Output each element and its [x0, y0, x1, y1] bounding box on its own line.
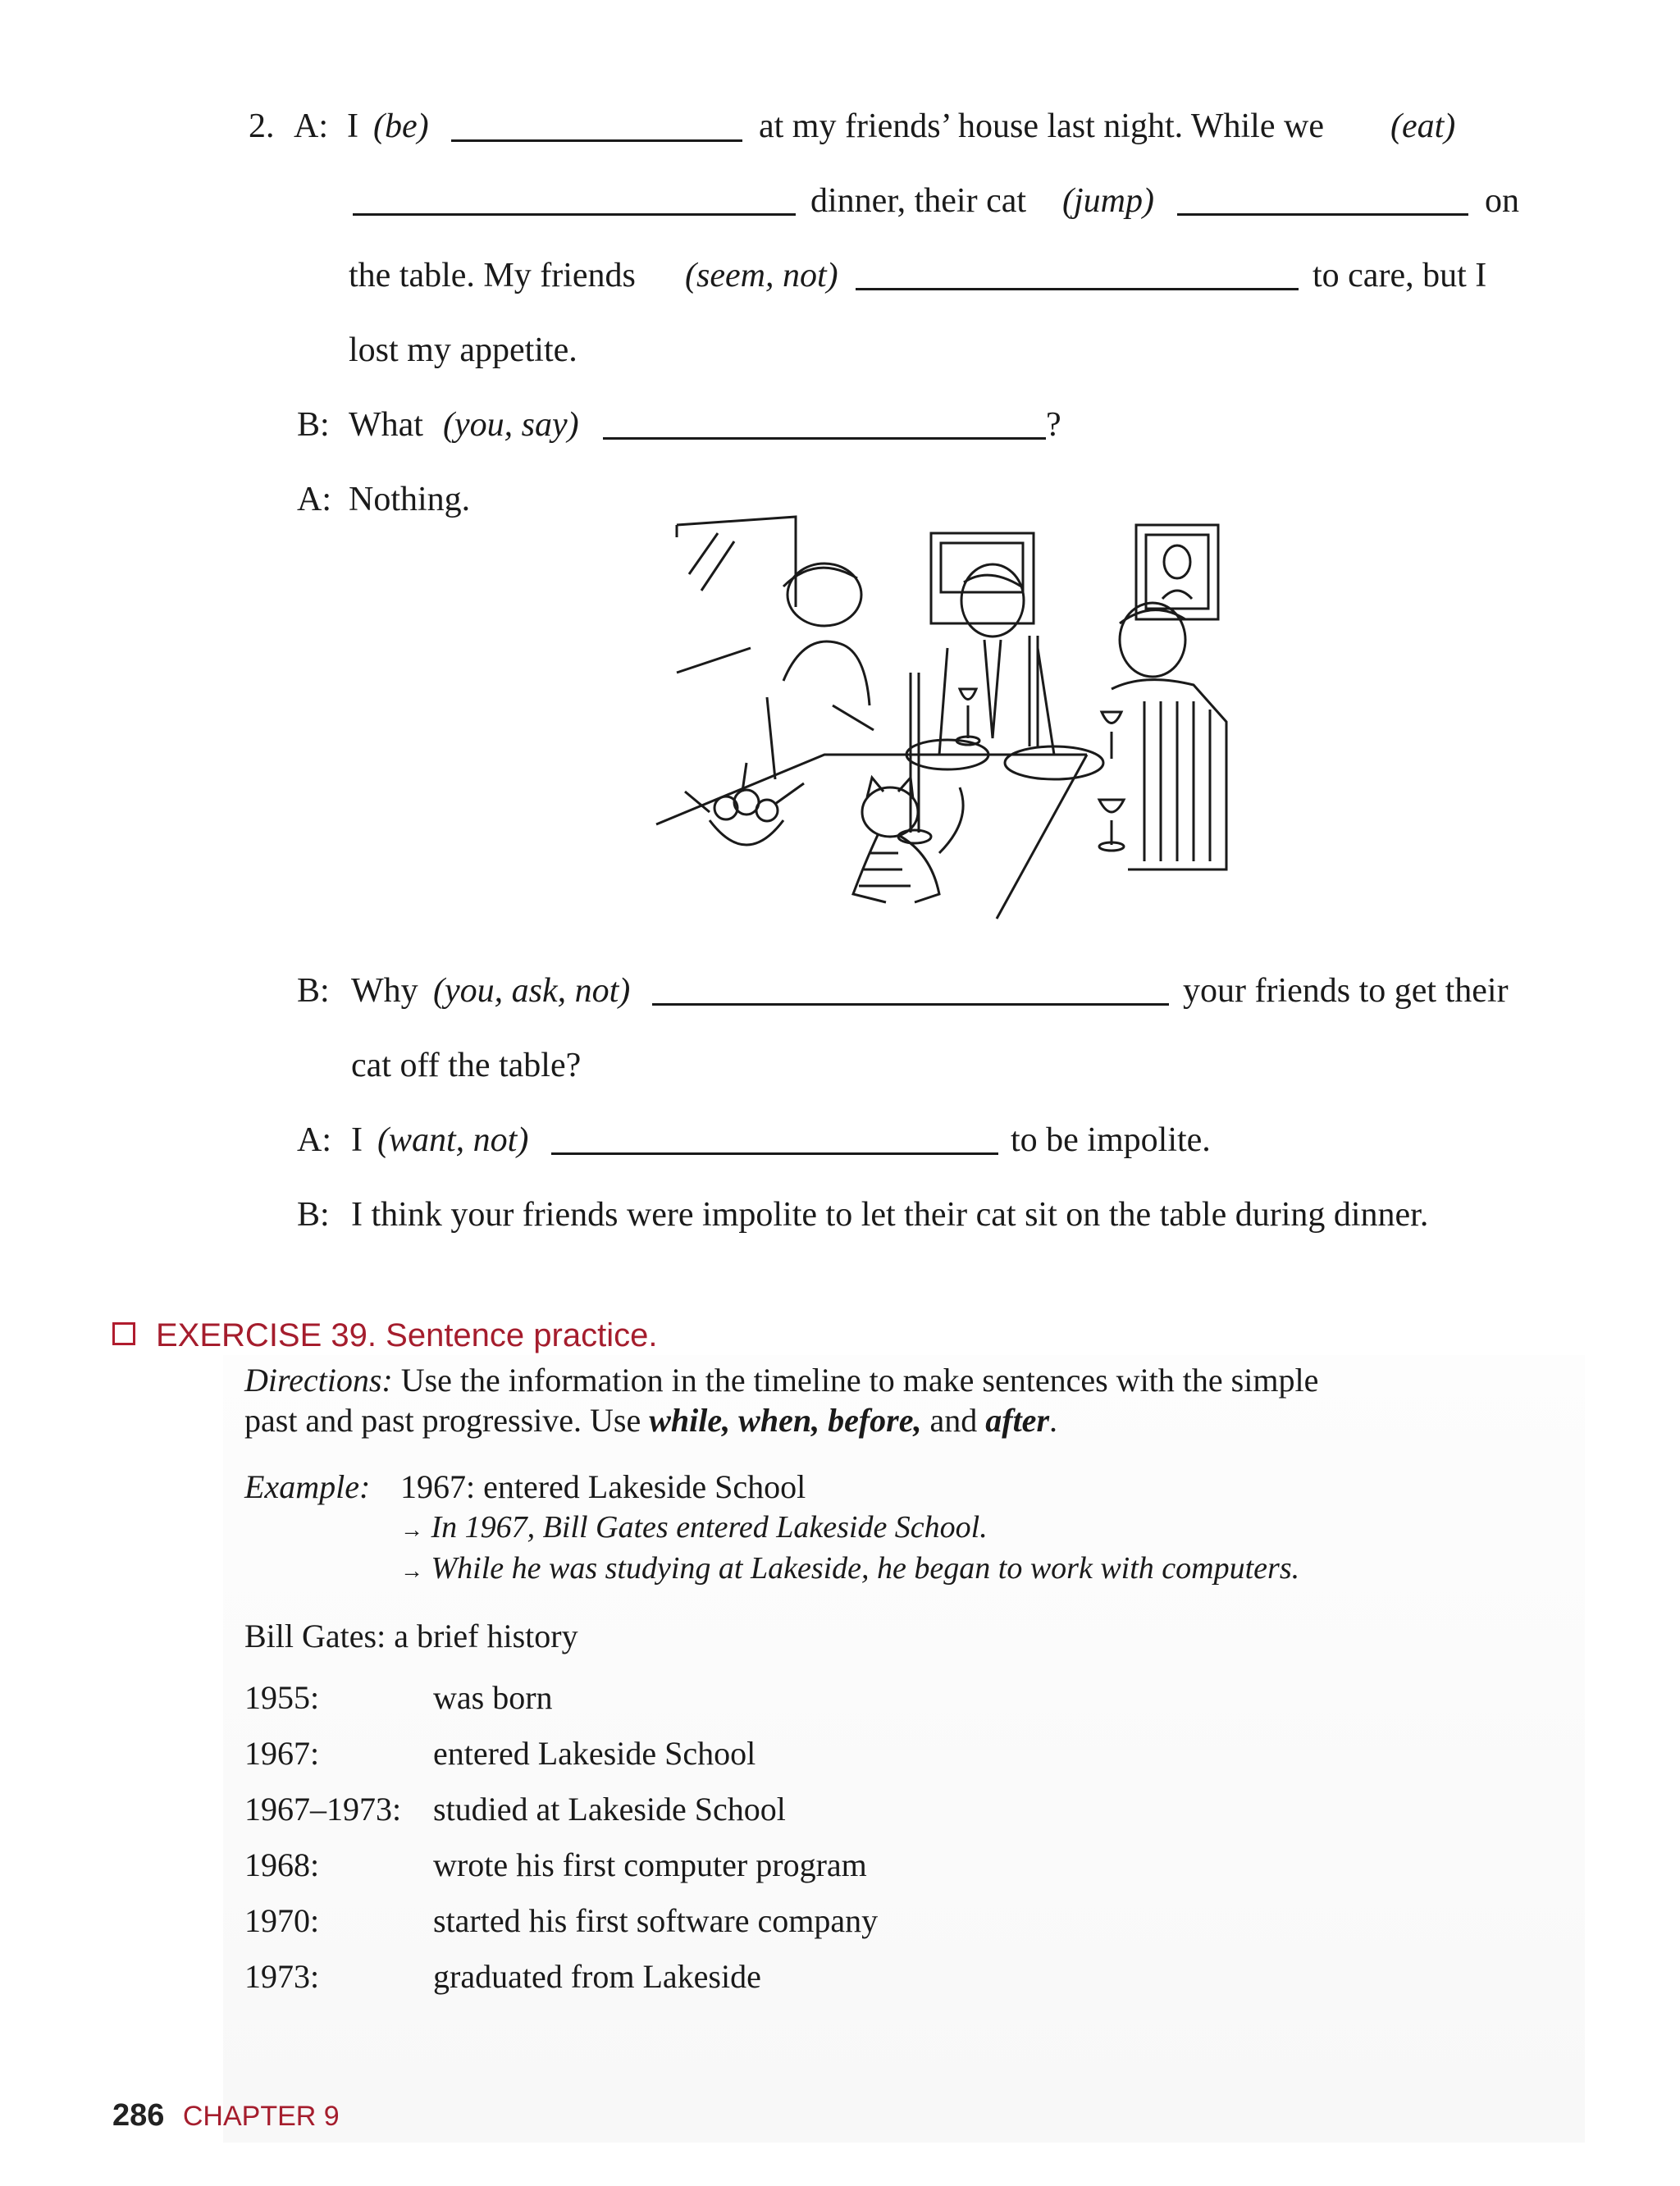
line-text: dinner, their cat — [810, 182, 1027, 220]
line-text: I think your friends were impolite to let their cat sit on the table during dinner. — [351, 1196, 1429, 1234]
directions-text: Use the information in the timeline to make sentences with the simple — [400, 1362, 1319, 1399]
verb-cue: (eat) — [1390, 107, 1456, 145]
verb-cue: (jump) — [1062, 182, 1154, 220]
verb-cue: (be) — [373, 107, 429, 145]
timeline-year: 1955: — [244, 1679, 320, 1716]
verb-cue: (want, not) — [377, 1121, 529, 1159]
timeline-event: graduated from Lakeside — [433, 1958, 761, 1995]
speaker-label: B: — [297, 972, 330, 1010]
directions-line-2: past and past progressive. Use while, when, before, and after. — [244, 1402, 1058, 1439]
timeline-row — [244, 1793, 878, 1849]
exercise-name: Sentence practice. — [386, 1317, 658, 1353]
keyword: after — [985, 1402, 1050, 1439]
timeline-row — [244, 1960, 878, 2016]
speaker-label: A: — [294, 107, 328, 145]
keyword: when, — [738, 1402, 820, 1439]
timeline-row — [244, 1846, 878, 1905]
directions-line-1 — [244, 1364, 1318, 1397]
directions-label: Directions: — [244, 1362, 393, 1399]
line-text: cat off the table? — [351, 1047, 582, 1084]
exercise-number: EXERCISE 39. — [156, 1317, 377, 1353]
checkbox-icon[interactable] — [112, 1322, 135, 1345]
line-text: at my friends’ house last night. While we — [759, 107, 1324, 145]
exercise-title — [156, 1317, 657, 1354]
answer-blank[interactable] — [1177, 213, 1468, 216]
timeline-row — [244, 1902, 879, 1960]
line-text: What — [349, 406, 423, 444]
line-text: to be impolite. — [1011, 1121, 1211, 1159]
answer-blank[interactable] — [353, 213, 796, 216]
timeline-list — [244, 1679, 879, 2016]
speaker-label: A: — [297, 481, 331, 518]
timeline-year: 1967–1973: — [244, 1791, 402, 1828]
timeline-year: 1967: — [244, 1735, 320, 1772]
and-word: and — [929, 1402, 978, 1439]
timeline-year: 1973: — [244, 1958, 320, 1995]
speaker-label: B: — [297, 1196, 330, 1234]
verb-cue: (you, say) — [443, 406, 579, 444]
timeline-row — [244, 1737, 878, 1793]
verb-cue: (seem, not) — [685, 257, 838, 294]
verb-cue: (you, ask, not) — [433, 972, 631, 1010]
line-text: ? — [1046, 406, 1061, 444]
line-text: to care, but I — [1312, 257, 1487, 294]
page-number: 286 — [112, 2098, 165, 2133]
timeline-event: was born — [433, 1679, 553, 1716]
timeline-event: wrote his first computer program — [433, 1846, 867, 1883]
line-text: I — [351, 1121, 363, 1159]
arrow-icon: → — [400, 1517, 423, 1543]
speaker-label: A: — [297, 1121, 331, 1159]
line-text: your friends to get their — [1183, 972, 1509, 1010]
timeline-year: 1970: — [244, 1902, 320, 1939]
example-answer — [400, 1512, 988, 1543]
timeline-row — [244, 1679, 878, 1737]
answer-blank[interactable] — [451, 139, 742, 142]
line-text: I — [347, 107, 358, 145]
timeline-event: entered Lakeside School — [433, 1735, 756, 1772]
line-text: lost my appetite. — [349, 331, 578, 369]
example-label: Example: — [244, 1468, 371, 1505]
timeline-event: studied at Lakeside School — [433, 1791, 786, 1828]
keyword: while, — [649, 1402, 731, 1439]
dinner-table-cat-illustration — [652, 509, 1255, 935]
answer-blank[interactable] — [856, 288, 1299, 290]
answer-blank[interactable] — [551, 1152, 998, 1155]
example-answer-text: In 1967, Bill Gates entered Lakeside School. — [431, 1510, 988, 1545]
example-item: 1967: entered Lakeside School — [400, 1468, 806, 1505]
speaker-label: B: — [297, 406, 330, 444]
arrow-icon: → — [400, 1558, 423, 1584]
line-text: on — [1485, 182, 1519, 220]
line-text: the table. My friends — [349, 257, 636, 294]
line-text: Why — [351, 972, 418, 1010]
answer-blank[interactable] — [652, 1003, 1169, 1006]
timeline-title: Bill Gates: a brief history — [244, 1618, 578, 1654]
answer-blank[interactable] — [603, 437, 1046, 440]
timeline-event: started his first software company — [433, 1902, 879, 1939]
timeline-year: 1968: — [244, 1846, 320, 1883]
chapter-label: CHAPTER 9 — [182, 2101, 340, 2132]
keyword: before, — [828, 1402, 922, 1439]
example-answer — [400, 1553, 1299, 1584]
example-answer-text: While he was studying at Lakeside, he began to work with computers. — [431, 1551, 1300, 1586]
directions-text: past and past progressive. Use — [244, 1402, 641, 1439]
page-footer — [112, 2098, 340, 2134]
line-text: Nothing. — [349, 481, 471, 518]
item-number: 2. — [249, 107, 275, 145]
